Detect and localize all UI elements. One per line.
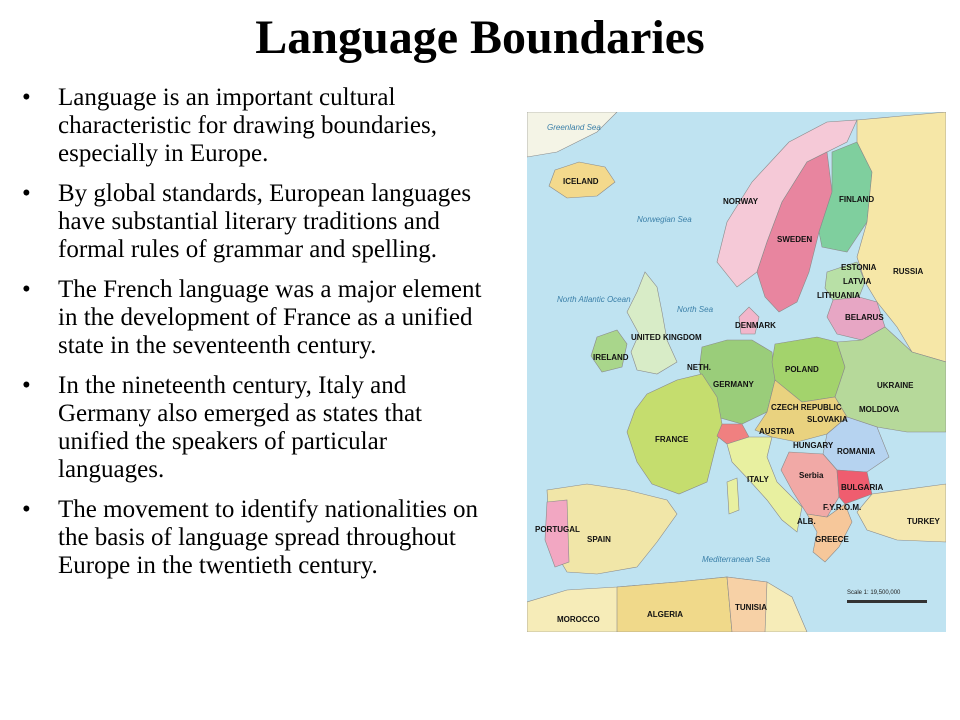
bullet-text: The French language was a major element in the development of France as a unified state in the seventeenth century. — [58, 276, 482, 359]
north-sea-label: North Sea — [677, 305, 714, 314]
bullet-item — [22, 84, 497, 168]
bullet-dot-icon: • — [22, 372, 31, 399]
bullet-dot-icon: • — [22, 84, 31, 111]
tunisia-label: TUNISIA — [735, 603, 767, 612]
greenland-sea-label: Greenland Sea — [547, 123, 601, 132]
europe-map — [527, 112, 946, 632]
romania-label: ROMANIA — [837, 447, 876, 456]
france-label: FRANCE — [655, 435, 689, 444]
ireland-label: IRELAND — [593, 353, 629, 362]
north-atlantic-label: North Atlantic Ocean — [557, 295, 631, 304]
italy-label: ITALY — [747, 475, 769, 484]
norway-label: NORWAY — [723, 197, 759, 206]
uk-label: UNITED KINGDOM — [631, 333, 702, 342]
algeria-label: ALGERIA — [647, 610, 683, 619]
poland-label: POLAND — [785, 365, 819, 374]
austria-label: AUSTRIA — [759, 427, 795, 436]
norwegian-sea-label: Norwegian Sea — [637, 215, 692, 224]
ukraine-label: UKRAINE — [877, 381, 914, 390]
finland-label: FINLAND — [839, 195, 875, 204]
russia-label: RUSSIA — [893, 267, 924, 276]
morocco-label: MOROCCO — [557, 615, 600, 624]
czech-label: CZECH REPUBLIC — [771, 403, 842, 412]
portugal-label: PORTUGAL — [535, 525, 580, 534]
bullet-text: In the nineteenth century, Italy and Germany also emerged as states that unified the speakers of particular languages. — [58, 372, 423, 483]
sweden-label: SWEDEN — [777, 235, 813, 244]
fyrom-label: F.Y.R.O.M. — [823, 503, 862, 512]
albania-label: ALB. — [797, 517, 816, 526]
belarus-label: BELARUS — [845, 313, 884, 322]
bullet-dot-icon: • — [22, 276, 31, 303]
germany-label: GERMANY — [713, 380, 754, 389]
europe-map-svg — [527, 112, 946, 632]
bullet-dot-icon: • — [22, 496, 31, 523]
moldova-label: MOLDOVA — [859, 405, 900, 414]
estonia-label: ESTONIA — [841, 263, 877, 272]
bulgaria-label: BULGARIA — [841, 483, 884, 492]
sardinia-shape — [727, 478, 739, 514]
denmark-label: DENMARK — [735, 321, 776, 330]
bullet-list — [22, 84, 497, 592]
scale-bar — [847, 600, 927, 603]
scale-label: Scale 1: 19,500,000 — [847, 590, 901, 596]
serbia-label: Serbia — [799, 471, 824, 480]
slovakia-label: SLOVAKIA — [807, 415, 848, 424]
spain-label: SPAIN — [587, 535, 611, 544]
hungary-label: HUNGARY — [793, 441, 834, 450]
bullet-item — [22, 276, 497, 360]
bullet-dot-icon: • — [22, 180, 31, 207]
mediterranean-label: Mediterranean Sea — [702, 555, 771, 564]
latvia-label: LATVIA — [843, 277, 872, 286]
slide-title: Language Boundaries — [255, 11, 705, 64]
bullet-item — [22, 496, 497, 580]
bullet-text: Language is an important cultural characteristic for drawing boundaries, especially in Europe. — [58, 84, 438, 167]
greece-label: GREECE — [815, 535, 849, 544]
iceland-label: ICELAND — [563, 177, 599, 186]
lithuania-label: LITHUANIA — [817, 291, 861, 300]
bullet-item — [22, 180, 497, 264]
turkey-label: TURKEY — [907, 517, 940, 526]
bullet-text: By global standards, European languages have substantial literary traditions and formal rules of grammar and spelling. — [58, 180, 472, 263]
bullet-text: The movement to identify nationalities on the basis of language spread throughout Europe in the twentieth century. — [58, 496, 479, 579]
bullet-item — [22, 372, 497, 484]
netherlands-label: NETH. — [687, 363, 711, 372]
